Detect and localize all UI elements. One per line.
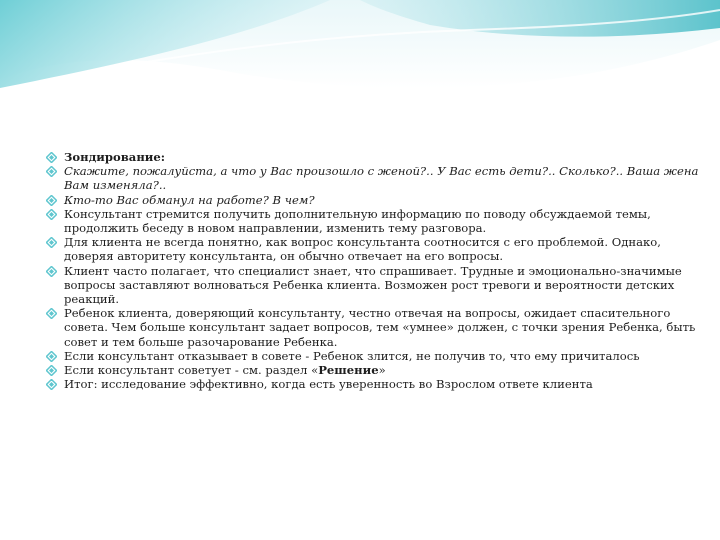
bullet-list xyxy=(46,150,706,391)
list-item xyxy=(46,164,706,192)
list-item-text: Клиент часто полагает, что специалист знает, что спрашивает. Трудные и эмоционально-значимые вопросы заставляют волноваться Ребенка клиента. Возможен рост тревоги и вероятности детских реакций. xyxy=(64,263,682,307)
teal-diamond-bullet-icon xyxy=(46,166,57,177)
list-item xyxy=(46,306,706,349)
list-item xyxy=(46,264,706,307)
list-item xyxy=(46,235,706,263)
list-item-text: Консультант стремится получить дополнительную информацию по поводу обсуждаемой темы, продолжить беседу в новом направлении, изменить тему разговора. xyxy=(64,206,651,236)
list-item-text: Ребенок клиента, доверяющий консультанту, честно отвечая на вопросы, ожидает спасительного совета. Чем больше консультант задает вопросов, тем «умнее» должен, с точки зрения Ребенка, быть совет и тем больше разочарование Ребенка. xyxy=(64,306,696,349)
list-item-text: Если консультант отказывает в совете - Ребенок злится, не получив то, что ему причиталось xyxy=(64,348,640,363)
list-item-text: Для клиента не всегда понятно, как вопрос консультанта соотносится с его проблемой. Однако, доверяя авторитету консультанта, он обычно отвечает на его вопросы. xyxy=(64,235,661,264)
teal-diamond-bullet-icon xyxy=(46,351,57,362)
solution-section-link: Решение xyxy=(318,363,379,378)
teal-diamond-bullet-icon xyxy=(46,209,57,220)
teal-diamond-bullet-icon xyxy=(46,308,57,319)
list-item-text: Скажите, пожалуйста, а что у Вас произошло с женой?.. У Вас есть дети?.. Сколько?.. Ваша жена Вам изменяла?.. xyxy=(64,164,699,193)
teal-diamond-bullet-icon xyxy=(46,266,57,277)
teal-diamond-bullet-icon xyxy=(46,152,57,163)
list-item xyxy=(46,377,706,391)
teal-diamond-bullet-icon xyxy=(46,365,57,376)
list-item-text-end: » xyxy=(378,363,386,378)
list-item-text: Итог: исследование эффективно, когда есть уверенность во Взрослом ответе клиента xyxy=(64,377,593,392)
list-item xyxy=(46,207,706,235)
teal-diamond-bullet-icon xyxy=(46,379,57,390)
list-item-text: Кто-то Вас обманул на работе? В чем? xyxy=(64,192,315,207)
list-item xyxy=(46,349,706,363)
list-item-text: Если консультант советует - см. раздел « xyxy=(64,363,319,378)
list-item xyxy=(46,193,706,207)
list-item-text: Зондирование: xyxy=(64,150,166,164)
list-item xyxy=(46,363,706,377)
list-item xyxy=(46,150,706,164)
teal-diamond-bullet-icon xyxy=(46,195,57,206)
teal-diamond-bullet-icon xyxy=(46,237,57,248)
